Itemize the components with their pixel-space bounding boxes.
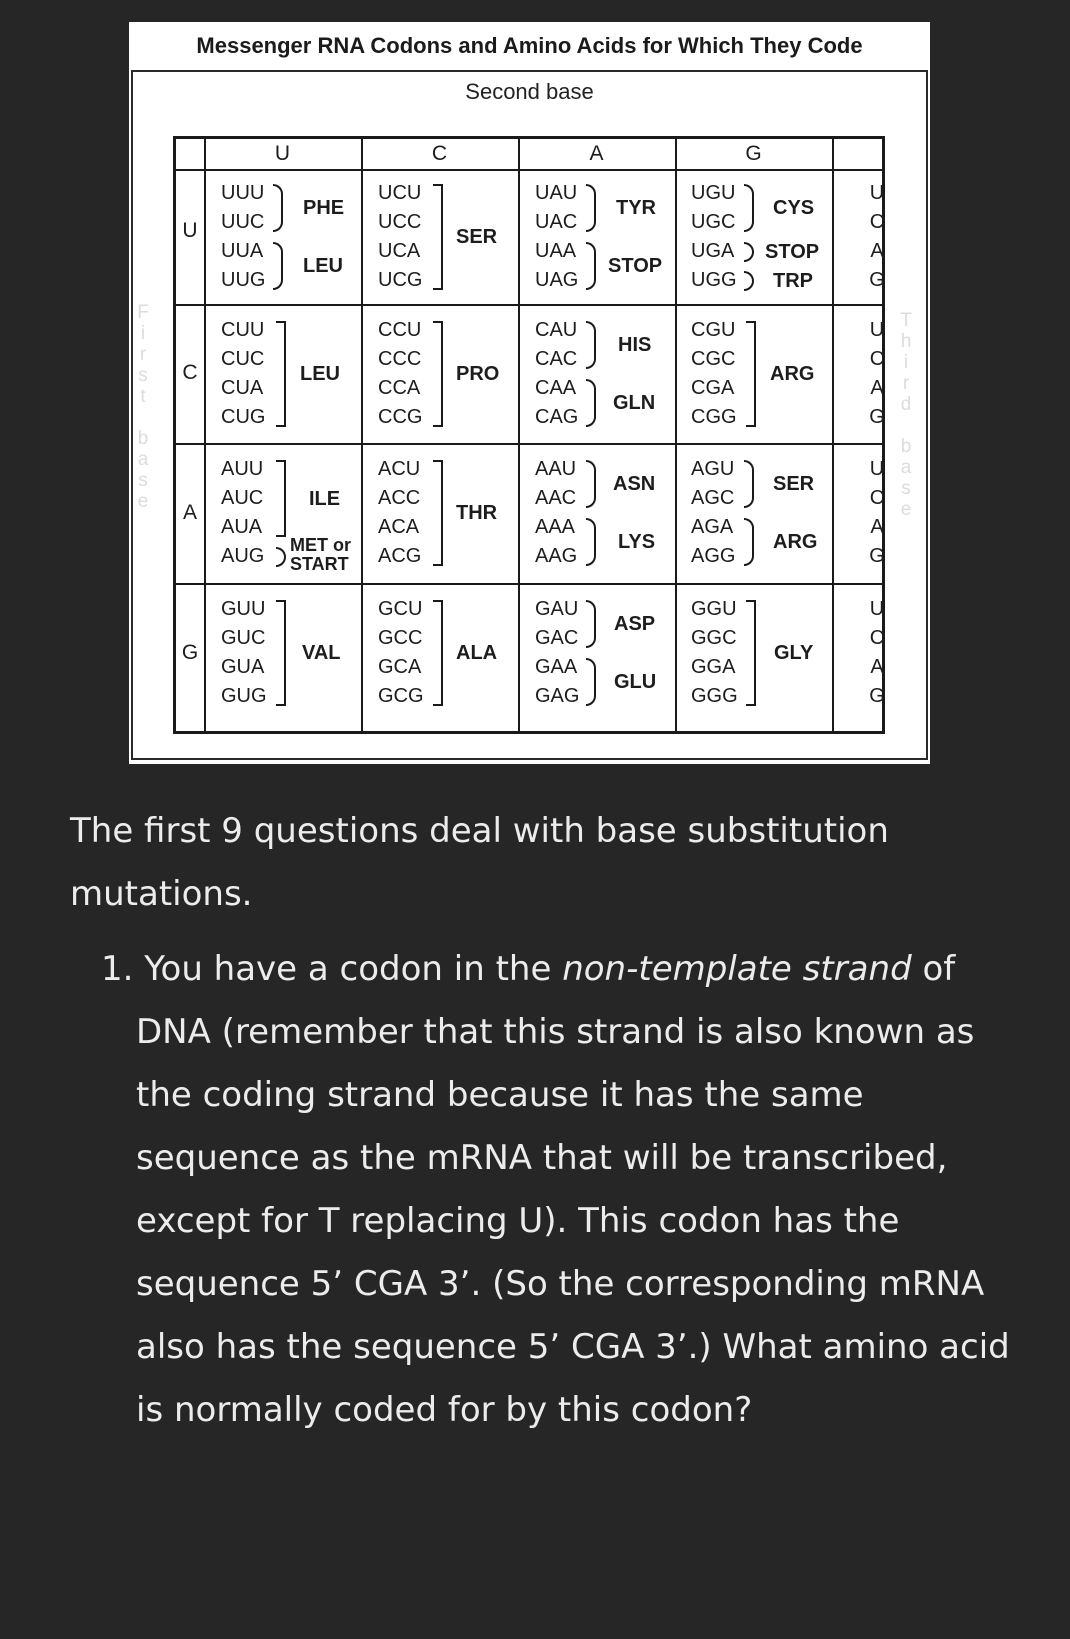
codon: GUG: [221, 685, 267, 707]
codon: GGC: [691, 627, 737, 649]
amino-acid: VAL: [302, 642, 341, 664]
question-text-part2: of DNA (remember that this strand is also known as the coding strand because it has the same sequence as the mRNA that will be transcribed, except for T replacing U). This codon has the sequence 5’ CGA 3’. (So the corresponding mRNA also has the sequence 5’ CGA 3’.) What amino acid is normally coded for by this codon?: [136, 949, 1010, 1430]
codon: GUU: [221, 598, 266, 620]
bracket: [746, 321, 756, 427]
vertical-letter: i: [903, 352, 909, 373]
bracket: [276, 600, 286, 706]
codon: AUU: [221, 458, 264, 480]
bracket: [276, 321, 286, 427]
third-base-letter: U: [869, 319, 885, 341]
codon: GCA: [378, 656, 422, 678]
amino-acid: GLN: [613, 392, 656, 414]
codon: GAG: [535, 685, 580, 707]
codon: ACC: [378, 487, 421, 509]
codon: GUC: [221, 627, 266, 649]
brace: [744, 518, 754, 566]
amino-acid: STOP: [765, 241, 820, 263]
codon: CUC: [221, 348, 265, 370]
bracket: [276, 460, 286, 537]
codon: ACA: [378, 516, 420, 538]
amino-acid: PHE: [303, 197, 345, 219]
question-number: 1.: [101, 949, 134, 989]
codon: UUC: [221, 211, 265, 233]
codon: GAU: [535, 598, 579, 620]
codon: GAC: [535, 627, 579, 649]
codon: GAA: [535, 656, 578, 678]
third-base-letter: G: [869, 269, 885, 291]
codon: CGA: [691, 377, 735, 399]
first-base-c: C: [182, 361, 198, 384]
codon: GGA: [691, 656, 736, 678]
bracket: [433, 600, 443, 706]
codon: CGU: [691, 319, 736, 341]
codon: GGG: [691, 685, 738, 707]
codon: CUG: [221, 406, 266, 428]
grid-line: [518, 139, 520, 731]
third-base-letter: A: [870, 516, 884, 538]
second-base-a: A: [589, 142, 604, 165]
amino-acid: LYS: [618, 531, 656, 553]
second-base-g: G: [745, 142, 762, 165]
amino-acid: ARG: [770, 363, 815, 385]
amino-acid: TRP: [773, 270, 813, 292]
third-base-letter: G: [869, 545, 885, 567]
bracket: [433, 184, 443, 290]
codon: GUA: [221, 656, 265, 678]
grid-line: [832, 139, 834, 731]
codon: AGU: [691, 458, 735, 480]
amino-acid: HIS: [618, 334, 652, 356]
third-base-letter: U: [869, 458, 885, 480]
codon: AAG: [535, 545, 578, 567]
codon: AGG: [691, 545, 736, 567]
third-base-letter: C: [869, 627, 885, 649]
question-emphasis: non-template strand: [562, 949, 912, 989]
codon: UUG: [221, 269, 266, 291]
amino-acid: ASN: [613, 473, 656, 495]
third-base-letter: C: [869, 348, 885, 370]
codon: UCG: [378, 269, 423, 291]
codon: CCG: [378, 406, 423, 428]
codon: UCU: [378, 182, 422, 204]
vertical-letter: s: [901, 478, 911, 499]
amino-acid: TYR: [616, 197, 656, 219]
first-base-u: U: [182, 219, 198, 242]
codon: GGU: [691, 598, 737, 620]
codon: UUU: [221, 182, 265, 204]
grid-line: [204, 139, 206, 731]
codon: CGG: [691, 406, 737, 428]
vertical-letter: r: [139, 344, 147, 365]
brace: [586, 321, 596, 369]
vertical-letter: a: [137, 449, 149, 470]
amino-acid: GLU: [614, 671, 657, 693]
codon: UUA: [221, 240, 264, 262]
vertical-letter: h: [900, 331, 912, 352]
amino-acid: PRO: [456, 363, 500, 385]
first-base-a: A: [182, 501, 197, 524]
codon: UAG: [535, 269, 579, 291]
third-base-letter: U: [869, 182, 885, 204]
amino-acid: THR: [456, 502, 498, 524]
third-base-row-u: [866, 179, 888, 295]
vertical-letter: e: [900, 499, 912, 520]
third-base-letter: G: [869, 685, 885, 707]
amino-acid: START: [290, 554, 349, 574]
vertical-letter: F: [137, 302, 149, 323]
codon: UGA: [691, 240, 735, 262]
brace: [586, 379, 596, 427]
brace: [586, 600, 596, 648]
vertical-letter: d: [900, 394, 912, 415]
question-1: [70, 938, 1030, 1442]
brace: [273, 184, 283, 232]
grid-line: [361, 139, 363, 731]
brace: [744, 271, 754, 291]
vertical-letter: r: [902, 373, 910, 394]
third-base-row-a: [866, 455, 888, 571]
vertical-letter: [893, 415, 919, 436]
brace: [586, 518, 596, 566]
third-base-row-g: [866, 595, 888, 711]
figure-frame: [131, 70, 928, 760]
codon: UGC: [691, 211, 736, 233]
vertical-letter: b: [137, 428, 149, 449]
figure-title: Messenger RNA Codons and Amino Acids for Which They Code: [196, 33, 863, 58]
grid-line: [176, 443, 882, 445]
codon: AAC: [535, 487, 577, 509]
codon: CCA: [378, 377, 421, 399]
amino-acid: SER: [456, 226, 498, 248]
amino-acid: MET or: [290, 535, 351, 555]
amino-acid: ALA: [456, 642, 498, 664]
codon: GCG: [378, 685, 424, 707]
third-base-vertical-label: [893, 310, 919, 520]
amino-acid: CYS: [773, 197, 815, 219]
vertical-letter: i: [140, 323, 146, 344]
vertical-letter: a: [900, 457, 912, 478]
third-base-row-c: [866, 316, 888, 432]
amino-acid: ASP: [614, 613, 656, 635]
document-text: [70, 800, 1030, 1442]
vertical-letter: T: [900, 310, 912, 331]
amino-acid: SER: [773, 473, 815, 495]
codon: AGA: [691, 516, 734, 538]
codon: UGU: [691, 182, 736, 204]
brace: [586, 460, 596, 508]
brace: [273, 242, 283, 290]
codon: CCU: [378, 319, 422, 341]
codon: UCA: [378, 240, 421, 262]
codon: AGC: [691, 487, 735, 509]
codon: ACU: [378, 458, 421, 480]
second-base-u: U: [274, 142, 291, 165]
bracket: [433, 460, 443, 566]
vertical-letter: t: [140, 386, 146, 407]
amino-acid: ARG: [773, 531, 818, 553]
brace: [744, 460, 754, 508]
question-text-part1: You have a codon in the: [144, 949, 552, 989]
codon: AAA: [535, 516, 576, 538]
codon: UAC: [535, 211, 578, 233]
third-base-letter: A: [870, 240, 884, 262]
codon: UAA: [535, 240, 577, 262]
bracket: [746, 600, 756, 706]
first-base-vertical-label: [130, 302, 156, 512]
codon: AUC: [221, 487, 264, 509]
third-base-letter: A: [870, 377, 884, 399]
codon: GCU: [378, 598, 423, 620]
amino-acid: LEU: [303, 255, 343, 277]
first-base-g: G: [181, 641, 199, 664]
grid-line: [176, 583, 882, 585]
third-base-letter: C: [869, 211, 885, 233]
grid-line: [675, 139, 677, 731]
vertical-letter: e: [137, 491, 149, 512]
amino-acid: STOP: [608, 255, 663, 277]
brace: [586, 242, 596, 290]
third-base-letter: C: [869, 487, 885, 509]
vertical-letter: b: [900, 436, 912, 457]
codon: CAA: [535, 377, 577, 399]
third-base-letter: A: [870, 656, 884, 678]
codon: UAU: [535, 182, 578, 204]
codon: CAG: [535, 406, 579, 428]
amino-acid: ILE: [309, 488, 341, 510]
brace: [586, 658, 596, 706]
codon: CUU: [221, 319, 265, 341]
codon: CAC: [535, 348, 578, 370]
codon: GCC: [378, 627, 423, 649]
third-base-letter: G: [869, 406, 885, 428]
third-base-letter: U: [869, 598, 885, 620]
codon: CUA: [221, 377, 264, 399]
grid-line: [176, 304, 882, 306]
codon: AAU: [535, 458, 577, 480]
codon-grid: [173, 136, 885, 734]
brace: [744, 242, 754, 262]
codon: AUG: [221, 545, 265, 567]
bracket: [433, 321, 443, 427]
amino-acid: GLY: [774, 642, 814, 664]
codon: UGG: [691, 269, 737, 291]
codon: CCC: [378, 348, 422, 370]
codon: CAU: [535, 319, 578, 341]
grid-line: [176, 169, 882, 171]
brace: [276, 547, 286, 567]
intro-paragraph: The first 9 questions deal with base substitution mutations.: [70, 811, 889, 914]
codon: CGC: [691, 348, 736, 370]
vertical-letter: [130, 407, 156, 428]
brace: [744, 184, 754, 232]
vertical-letter: s: [138, 470, 148, 491]
codon: UCC: [378, 211, 422, 233]
brace: [586, 184, 596, 232]
vertical-letter: s: [138, 365, 148, 386]
codon: AUA: [221, 516, 263, 538]
amino-acid: LEU: [300, 363, 340, 385]
codon-table-figure: [129, 22, 930, 764]
second-base-c: C: [431, 142, 448, 165]
codon: ACG: [378, 545, 422, 567]
second-base-label: Second base: [465, 79, 594, 104]
